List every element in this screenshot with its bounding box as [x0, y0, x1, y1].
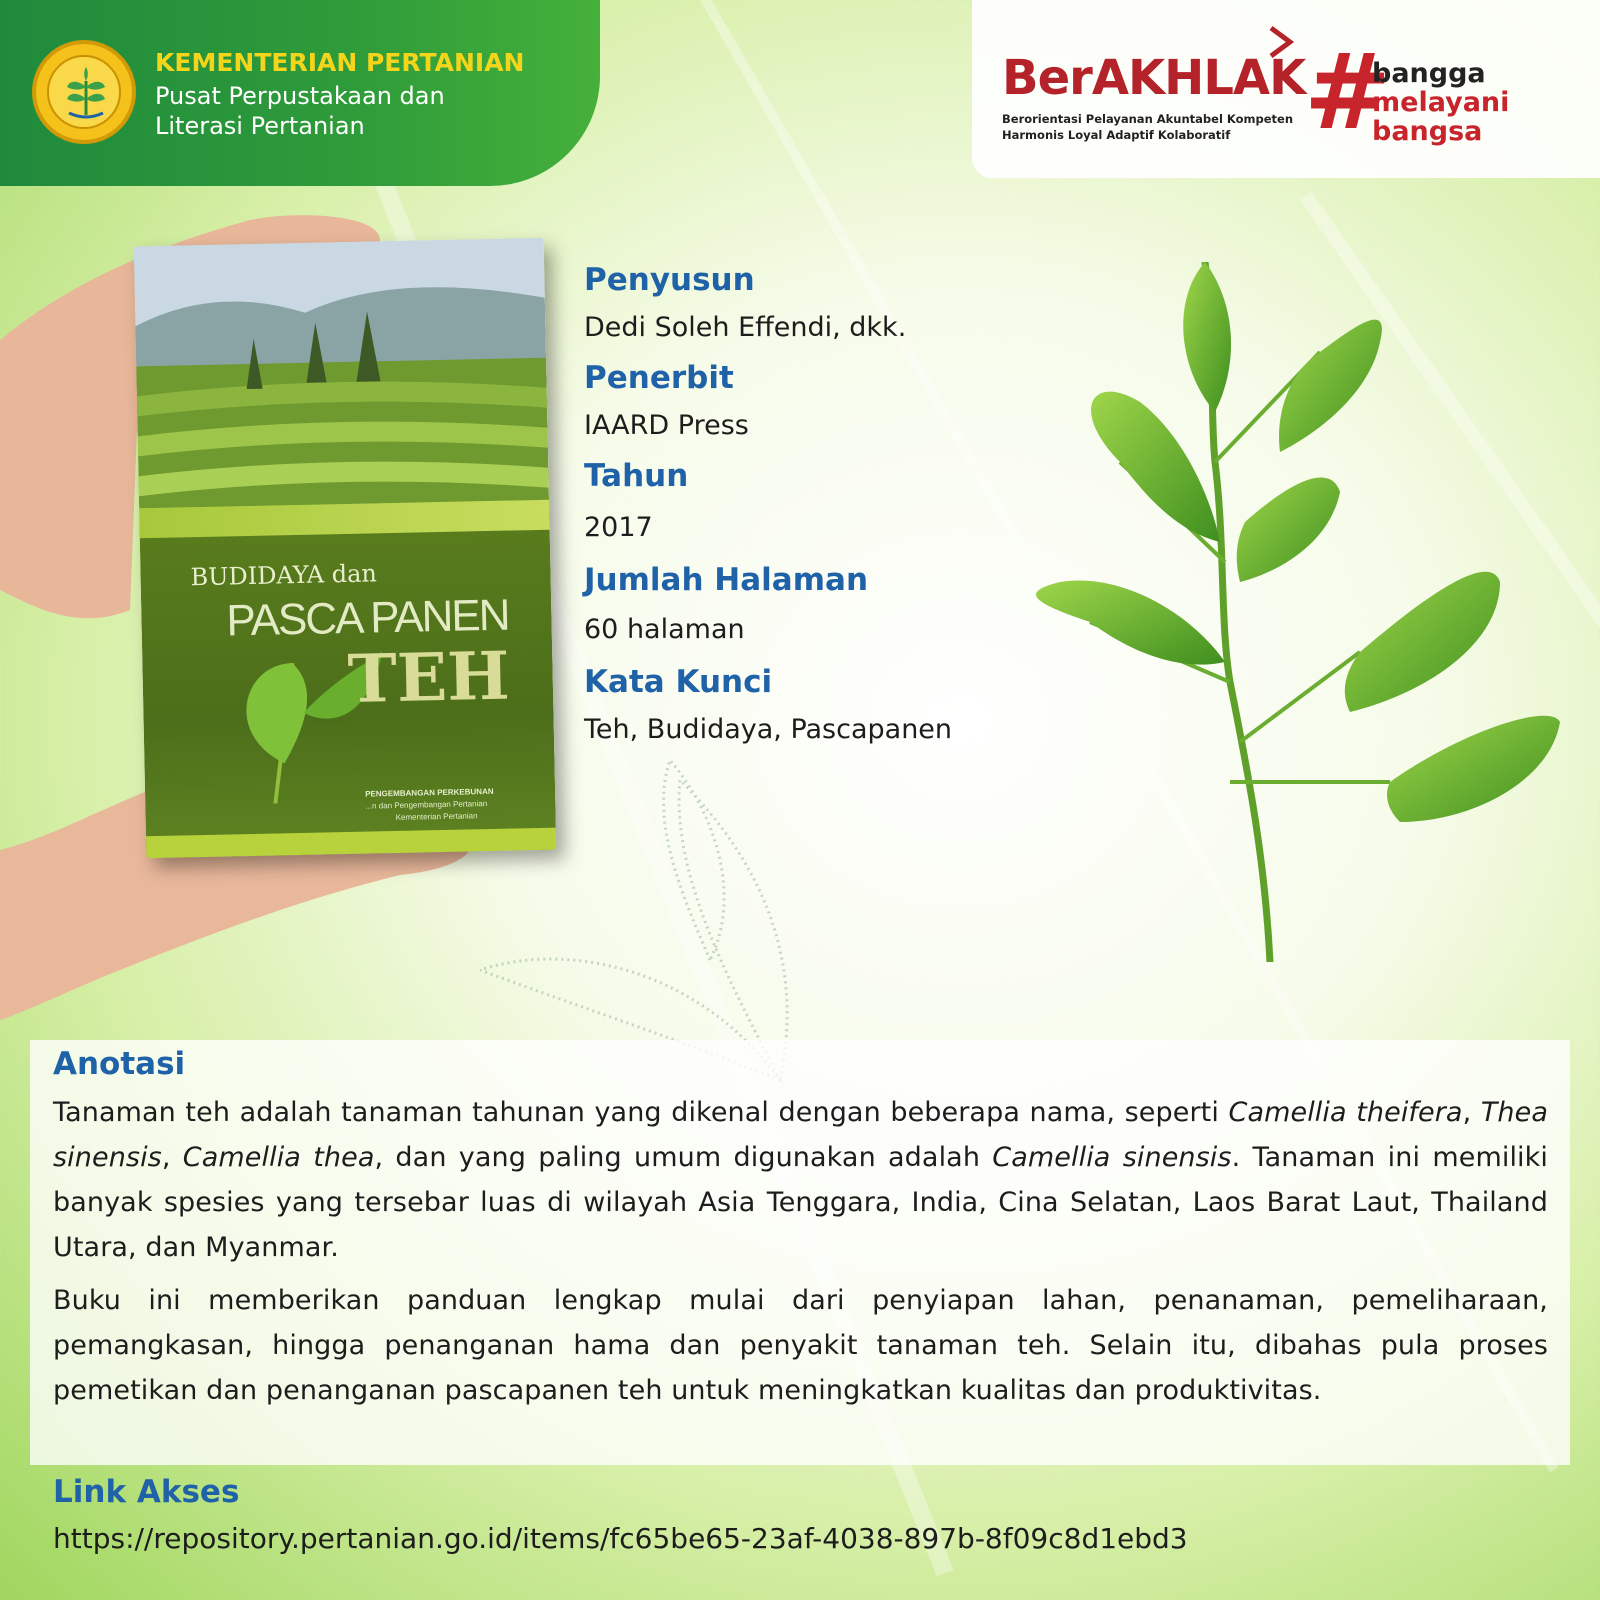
meta-value-author: Dedi Soleh Effendi, dkk. — [584, 312, 907, 343]
meta-value-keywords: Teh, Budidaya, Pascapanen — [584, 714, 953, 745]
meta-label-publisher: Penerbit — [584, 360, 734, 396]
meta-label-keywords: Kata Kunci — [584, 664, 773, 700]
meta-value-pages: 60 halaman — [584, 614, 745, 645]
values-badge — [972, 0, 1600, 178]
berakhlak-logo-text: BerAKHLAK — [1002, 50, 1306, 106]
book-footer-line2: ...n dan Pengembangan Pertanian — [365, 799, 488, 811]
tagline-word-melayani: melayani — [1372, 87, 1510, 118]
tagline-word-bangga: bangga — [1372, 58, 1486, 89]
tagline-word-bangsa: bangsa — [1372, 116, 1483, 147]
tea-plantation-photo — [134, 238, 550, 517]
berakhlak-subtitle-line2: Harmonis Loyal Adaptif Kolaboratif — [1002, 128, 1231, 142]
chevron-right-icon — [1268, 26, 1294, 58]
access-link-label: Link Akses — [53, 1474, 240, 1510]
book-title-line3: TEH — [346, 636, 511, 718]
book-title-line1: BUDIDAYA dan — [190, 559, 378, 592]
meta-value-year: 2017 — [584, 512, 653, 543]
annotation-paragraph-2: Buku ini memberikan panduan lengkap mulai dari penyiapan lahan, penanaman, pemeliharaan, pemangkasan, hingga penanganan hama dan penyakit tanaman teh. Selain itu, dibahas pula proses pemetikan dan penanganan pascapanen teh untuk meningkatkan kualitas dan produktivitas. — [53, 1285, 1548, 1406]
meta-label-pages: Jumlah Halaman — [584, 562, 869, 598]
book-footer-line1: PENGEMBANGAN PERKEBUNAN — [365, 786, 494, 799]
ministry-name: KEMENTERIAN PERTANIAN — [155, 48, 525, 77]
book-footer-line3: Kementerian Pertanian — [395, 811, 478, 822]
species-name: Camellia thea — [182, 1142, 375, 1173]
meta-label-author: Penyusun — [584, 262, 755, 298]
access-link-url[interactable]: https://repository.pertanian.go.id/items/fc65be65-23af-4038-897b-8f09c8d1ebd3 — [53, 1522, 1188, 1555]
header-banner — [0, 0, 600, 186]
plant-emblem-icon — [49, 57, 123, 131]
meta-value-publisher: IAARD Press — [584, 410, 749, 441]
species-name: Camellia theifera — [1228, 1097, 1463, 1128]
annotation-paragraph-1: Tanaman teh adalah tanaman tahunan yang dikenal dengan beberapa nama, seperti Camellia theifera, Thea sinensis, Camellia thea, dan yang paling umum digunakan adalah Camellia sinensis. Tanaman ini memiliki banyak spesies yang tersebar luas di wilayah Asia Tenggara, India, Cina Selatan, Laos Barat Laut, Thailand Utara, dan Myanmar. — [53, 1097, 1548, 1263]
org-name-line2: Literasi Pertanian — [155, 112, 365, 140]
hashtag-symbol: # — [1304, 31, 1392, 153]
berakhlak-subtitle-line1: Berorientasi Pelayanan Akuntabel Kompeten — [1002, 112, 1294, 126]
species-name: Thea sinensis — [53, 1097, 1548, 1173]
tea-sprig-icon — [1030, 262, 1570, 962]
meta-label-year: Tahun — [584, 458, 689, 494]
book-title-line2: PASCA PANEN — [225, 590, 509, 646]
ministry-logo — [32, 40, 136, 144]
org-name-line1: Pusat Perpustakaan dan — [155, 82, 445, 110]
annotation-label: Anotasi — [53, 1046, 186, 1082]
species-name: Camellia sinensis — [992, 1142, 1232, 1173]
